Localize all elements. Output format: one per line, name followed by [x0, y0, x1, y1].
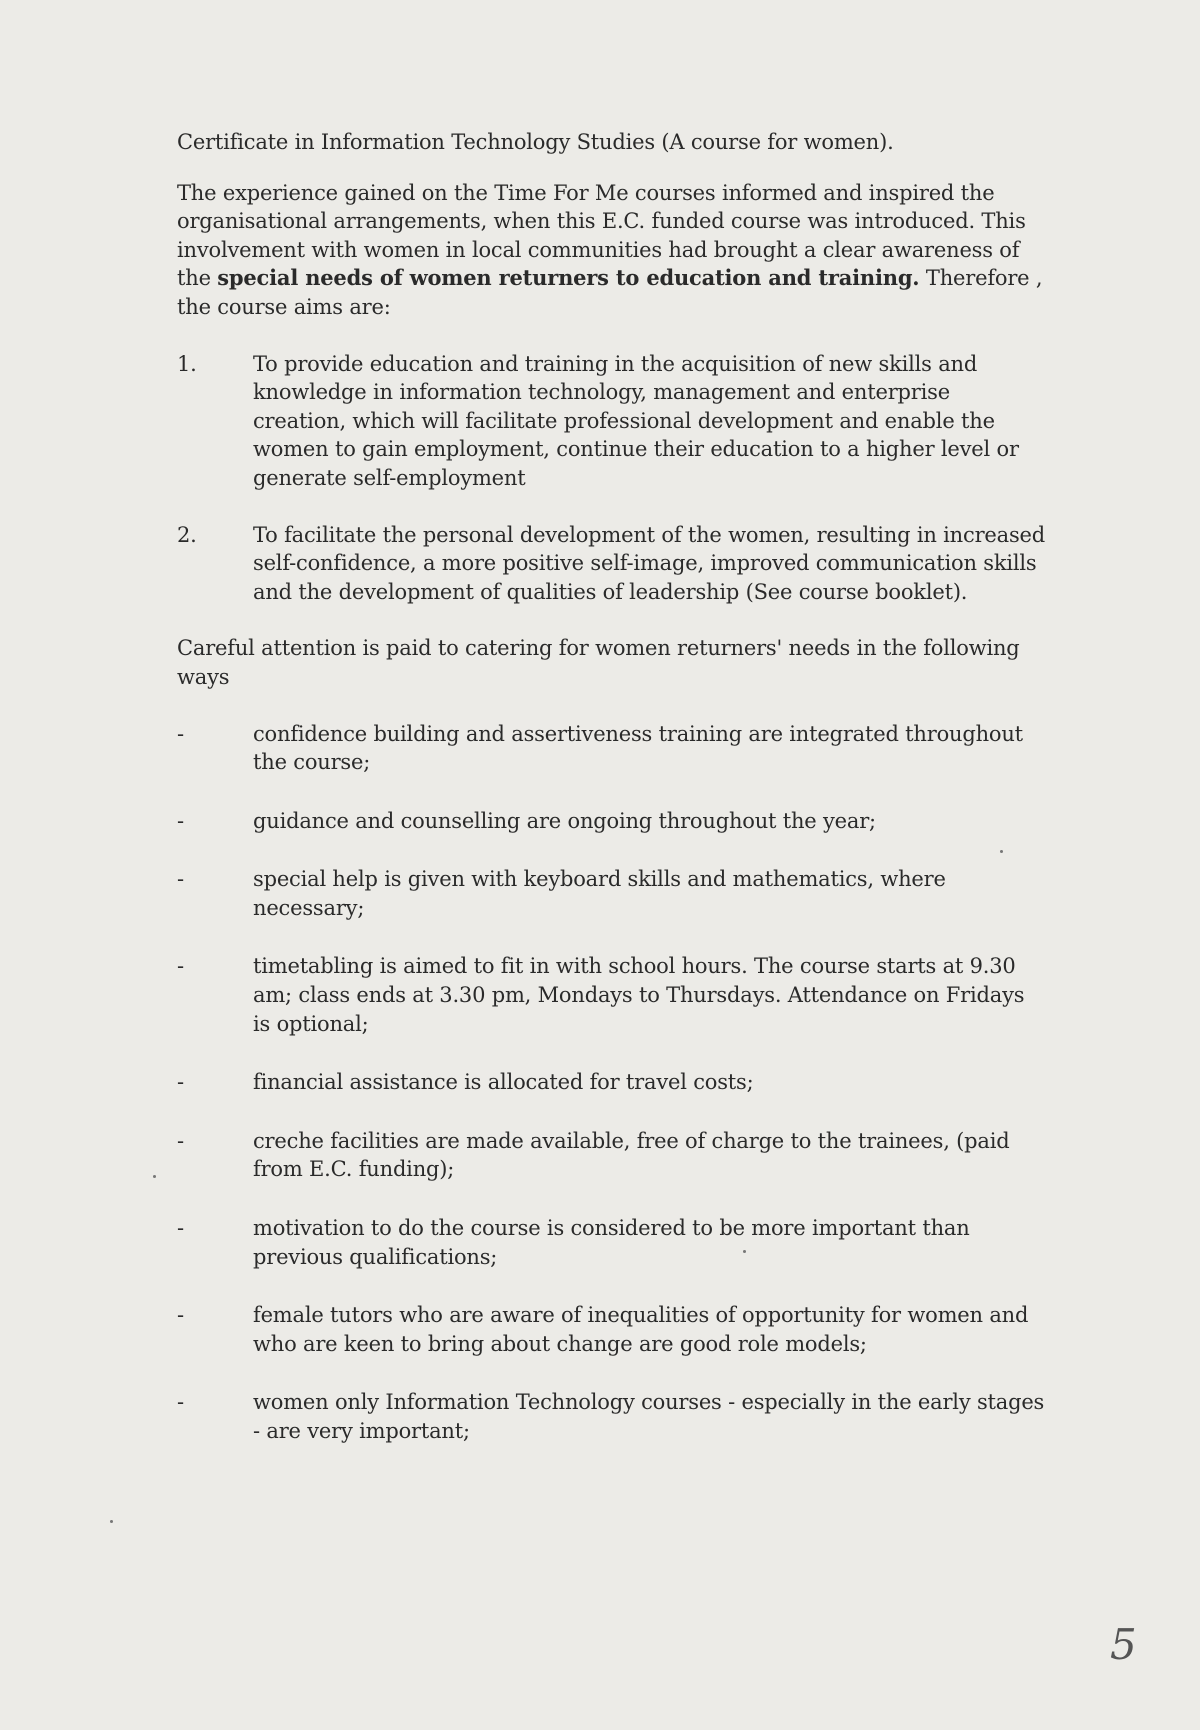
list-item: [177, 865, 1047, 922]
aim-item: [177, 521, 1047, 607]
bullet-dash: -: [177, 1070, 184, 1095]
list-item: [177, 807, 1047, 836]
list-item-text: confidence building and assertiveness training are integrated throughout the course;: [253, 721, 1023, 775]
aim-item: [177, 350, 1047, 493]
paper-speck: [743, 1250, 746, 1253]
list-item-text: female tutors who are aware of inequalities of opportunity for women and who are keen to bring about change are good role models;: [253, 1303, 1029, 1356]
list-item: [177, 1388, 1047, 1445]
document-body: [177, 128, 1047, 1476]
aim-number: 1.: [177, 351, 197, 376]
list-item: [177, 720, 1047, 777]
list-item-text: timetabling is aimed to fit in with school hours. The course starts at 9.30 am; class ends at 3.30 pm, Mondays to Thursdays. Attendance on Fridays is optional;: [253, 954, 1025, 1036]
bullet-dash: -: [177, 867, 184, 892]
list-item: [177, 1127, 1047, 1184]
bullet-dash: -: [177, 1216, 184, 1241]
aim-text: To facilitate the personal development of the women, resulting in increased self-confidence, a more positive self-image, improved communication skills and the development of qualities of leadership (See course booklet).: [253, 522, 1046, 604]
bullet-dash: -: [177, 954, 184, 979]
ways-intro-paragraph: Careful attention is paid to catering for women returners' needs in the following ways: [177, 636, 1020, 689]
document-heading: Certificate in Information Technology Studies (A course for women).: [177, 130, 894, 154]
list-item-text: women only Information Technology courses - especially in the early stages - are very important;: [253, 1390, 1045, 1443]
intro-text: The experience gained on the Time For Me courses informed and inspired the organisational arrangements, when this E.C. funded course was introduced. This involvement with women in local communities had brought a clear awareness of the: [177, 180, 1026, 291]
list-item-text: financial assistance is allocated for travel costs;: [253, 1070, 754, 1095]
intro-paragraph: [177, 179, 1047, 322]
list-item: [177, 1214, 1047, 1271]
bullet-dash: -: [177, 1390, 184, 1415]
list-item: [177, 952, 1047, 1038]
bullet-dash: -: [177, 1128, 184, 1153]
list-item-text: creche facilities are made available, free of charge to the trainees, (paid from E.C. funding);: [253, 1128, 1010, 1182]
aim-text: To provide education and training in the acquisition of new skills and knowledge in information technology, management and enterprise creation, which will facilitate professional development and enable the women to gain employment, continue their education to a higher level or generate self-employment: [253, 351, 1019, 490]
intro-text-end: Therefore , the course aims are:: [177, 266, 1043, 319]
list-item-text: motivation to do the course is considered to be more important than previous qualifications;: [253, 1216, 970, 1269]
aims-list: [177, 350, 1047, 607]
page-number: 5: [1110, 1620, 1137, 1669]
list-item-text: guidance and counselling are ongoing throughout the year;: [253, 808, 876, 833]
intro-emphasis: special needs of women returners to education and training.: [217, 265, 920, 291]
bullet-dash: -: [177, 721, 184, 746]
paper-speck: [153, 1175, 156, 1178]
list-item: [177, 1301, 1047, 1358]
ways-list: [177, 720, 1047, 1446]
paper-speck: [110, 1520, 113, 1523]
bullet-dash: -: [177, 1303, 184, 1328]
list-item-text: special help is given with keyboard skills and mathematics, where necessary;: [253, 867, 946, 920]
bullet-dash: -: [177, 808, 184, 833]
aim-number: 2.: [177, 522, 197, 547]
paper-speck: [1000, 850, 1003, 853]
list-item: [177, 1068, 1047, 1097]
